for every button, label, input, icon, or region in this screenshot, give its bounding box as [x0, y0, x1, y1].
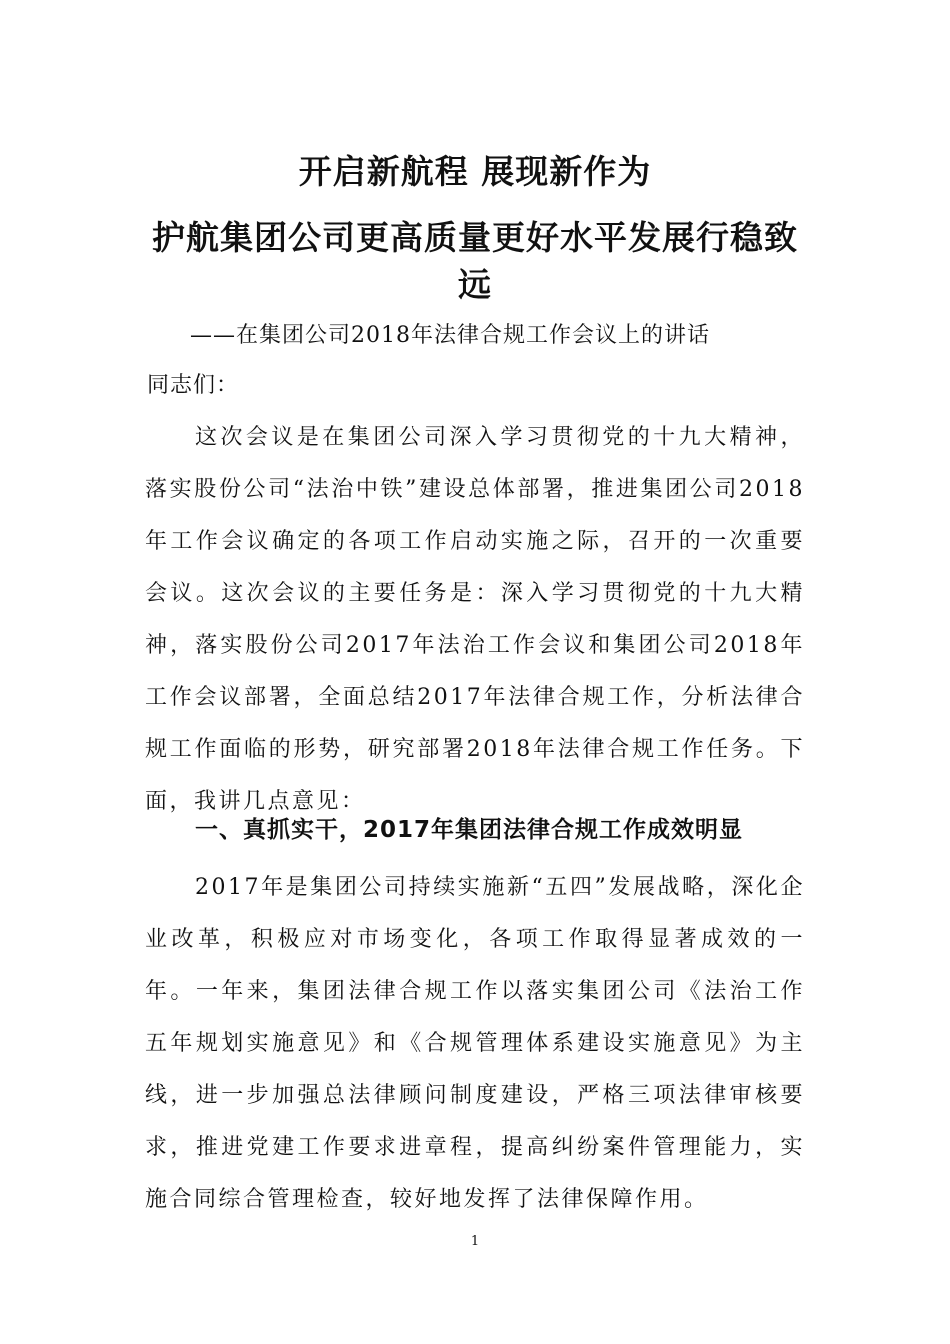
body-paragraph-1: 这次会议是在集团公司深入学习贯彻党的十九大精神，落实股份公司“法治中铁”建设总体部署，推进集团公司2018年工作会议确定的各项工作启动实施之际，召开的一次重要会议。这次会议的主要任务是：深入学习贯彻党的十九大精神，落实股份公司2017年法治工作会议和集团公司2018年工作会议部署，全面总结2017年法律合规工作，分析法律合规工作面临的形势，研究部署2018年法律合规工作任务。下面，我讲几点意见：: [145, 425, 805, 814]
title-line-1: 开启新航程 展现新作为: [298, 152, 652, 191]
greeting: 同志们：: [147, 373, 240, 398]
section-heading-1: 一、真抓实干，2017年集团法律合规工作成效明显: [195, 817, 744, 843]
speech-subtitle: ——在集团公司2018年法律合规工作会议上的讲话: [190, 323, 710, 348]
title-line-3: 远: [458, 265, 492, 304]
page-number: 1: [470, 1234, 480, 1249]
body-paragraph-2: 2017年是集团公司持续实施新“五四”发展战略，深化企业改革，积极应对市场变化，各项工作取得显著成效的一年。一年来，集团法律合规工作以落实集团公司《法治工作五年规划实施意见》和《合规管理体系建设实施意见》为主线，进一步加强总法律顾问制度建设，严格三项法律审核要求，推进党建工作要求进章程，提高纠纷案件管理能力，实施合同综合管理检查，较好地发挥了法律保障作用。: [145, 875, 805, 1212]
title-line-2: 护航集团公司更高质量更好水平发展行稳致: [152, 218, 798, 257]
